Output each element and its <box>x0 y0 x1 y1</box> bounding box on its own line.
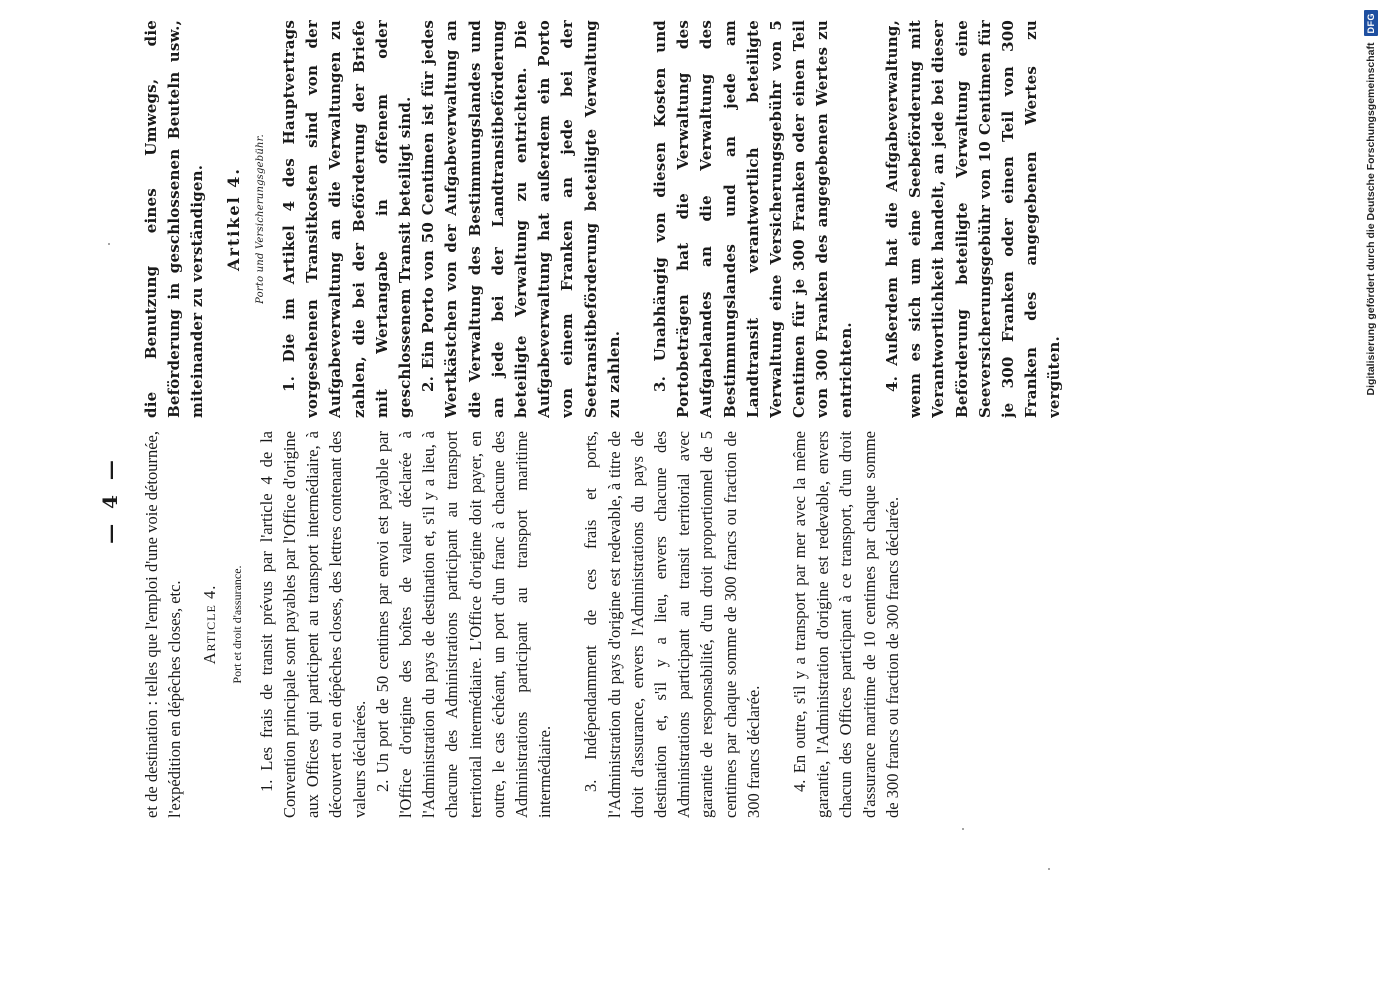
german-paragraph-4: 4. Außerdem hat die Aufgabeverwaltung, wenn es sich um eine Seebeförderung mit Verantwortlichkeit handelt, an jede bei dieser Beförderung beteiligte Verwaltung eine Seeversicherungsgebühr von 10 Centimen für je 300 Franken oder einen Teil von 300 Franken des angegebenen Wertes zu vergüten. <box>882 20 1064 418</box>
german-paragraph-2: 2. Ein Porto von 50 Centimen ist für jedes Wertkästchen von der Aufgabeverwaltung an die Verwaltung des Bestimmungslandes und an jede bei der Landtransitbeförderung beteiligte Verwaltung zu entrichten. Die Aufgabeverwaltung hat außerdem ein Porto von einem Franken an jede bei der Seetransitbeförderung beteiligte Verwaltung zu zahlen. <box>419 20 623 418</box>
french-column <box>140 431 1260 818</box>
credit-text: Digitalisierung gefördert durch die Deutsche Forschungsgemeinschaft <box>1365 42 1377 396</box>
french-paragraph-2: 2. Un port de 50 centimes par envoi est payable par l'Office d'origine des boîtes de valeur déclarée à l'Administration du pays de destination et, s'il y a lieu, à chacune des Administrations participant au transport territorial intermédiaire. L'Office d'origine doit payer, en outre, le cas échéant, un port d'un franc à chacune des Administrations participant au transport maritime intermédiaire. <box>372 431 555 818</box>
french-paragraph-3: 3. Indépendamment de ces frais et ports, l'Administration du pays d'origine est redevable, à titre de droit d'assurance, envers l'Administrations du pays de destination et, s'il y a lieu, envers chacune des Administrations participant au transit territorial avec garantie de responsabilité, d'un droit proportionnel de 5 centimes par chaque somme de 300 francs ou fraction de 300 francs déclarée. <box>581 431 763 818</box>
french-article-subtitle: Port et droit d'assurance. <box>229 565 244 684</box>
scan-speck <box>1048 868 1050 870</box>
german-column <box>140 20 1260 418</box>
german-article-title: Artikel 4. <box>223 167 243 271</box>
french-paragraph-1: 1. Les frais de transit prévus par l'article 4 de la Convention principale sont payables par l'Office d'origine aux Offices qui participent au transport intermédiaire, à découvert ou en dépêches closes, des lettres contenant des valeurs déclarées. <box>256 431 369 818</box>
digitization-credit <box>1357 10 1383 990</box>
french-article-title: Article 4. <box>200 584 220 665</box>
scan-speck <box>962 828 964 830</box>
french-intro: et de destination : telles que l'emploi d'une voie détournée, l'expédition en dépêches closes, etc. <box>142 431 185 818</box>
page-number: — 4 — <box>98 456 122 544</box>
dfg-logo-icon: DFG <box>1364 10 1378 37</box>
french-paragraph-4: 4. En outre, s'il y a transport par mer avec la même garantie, l'Administration d'origine est redevable, envers chacun des Offices participant à ce transport, d'un droit d'assurance maritime de 10 centimes par chaque somme de 300 francs ou fraction de 300 francs déclarée. <box>790 431 902 818</box>
scan-speck <box>108 243 110 245</box>
german-intro: die Benutzung eines Umwegs, die Beförderung in geschlossenen Beuteln usw., miteinander zu verständigen. <box>142 20 207 418</box>
german-paragraph-3: 3. Unabhängig von diesen Kosten und Portobeträgen hat die Verwaltung des Aufgabelandes an die Verwaltung des Bestimmungslandes und an jede am Landtransit verantwortlich beteiligte Verwaltung eine Versicherungsgebühr von 5 Centimen für je 300 Franken oder einen Teil von 300 Franken des angegebenen Wertes zu entrichten. <box>651 20 855 418</box>
german-paragraph-1: 1. Die im Artikel 4 des Hauptvertrags vorgesehenen Transitkosten sind von der Aufgabeverwaltung an die Verwaltungen zu zahlen, die bei der Beförderung der Briefe mit Wertangabe in offenem oder geschlossenem Transit beteiligt sind. <box>280 20 415 418</box>
german-article-subtitle: Porto und Versicherungsgebühr. <box>254 134 266 304</box>
